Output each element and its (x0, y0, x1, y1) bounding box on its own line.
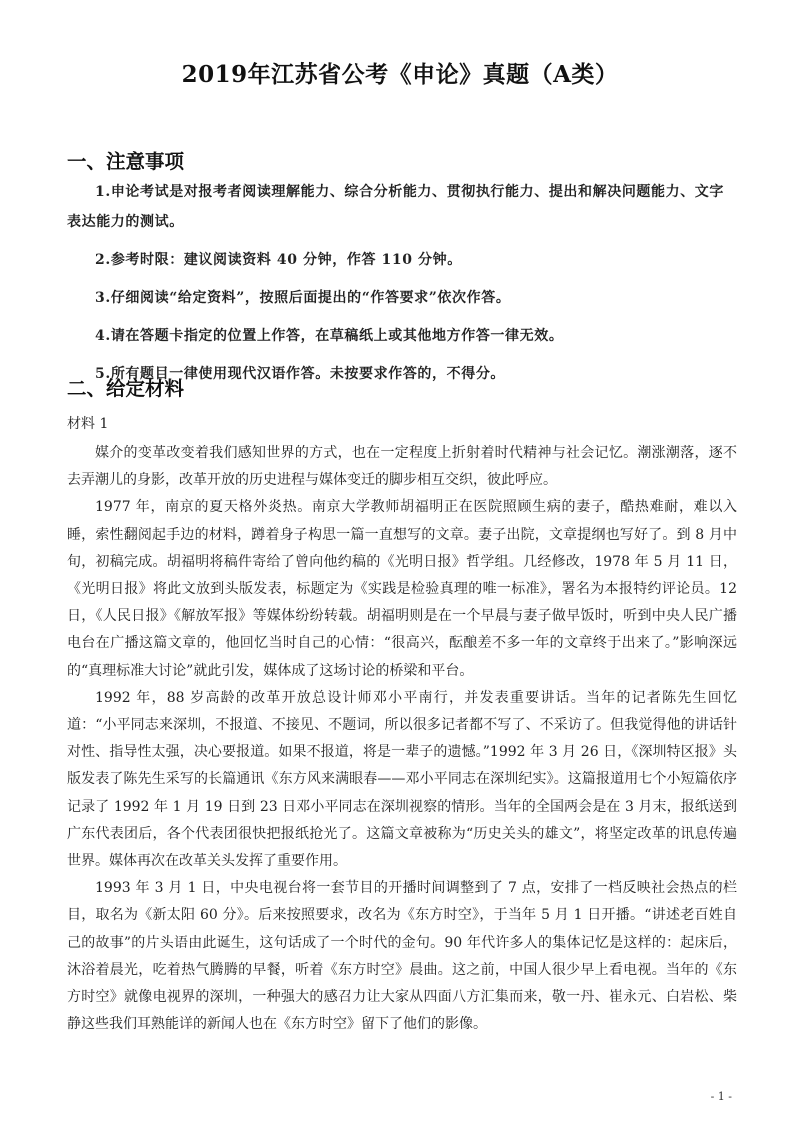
material-paragraph: 媒介的变革改变着我们感知世界的方式，也在一定程度上折射着时代精神与社会记忆。潮涨潮落，逐不去弄潮儿的身影，改革开放的历史进程与媒体变迁的脚步相互交织，彼此呼应。 (67, 445, 737, 489)
material-paragraph: 1993 年 3 月 1 日，中央电视台将一套节目的开播时间调整到了 7 点，安排了一档反映社会热点的栏目，取名为《新太阳 60 分》。后来按照要求，改名为《东方时空》，于当年 5 月 1 日开播。“讲述老百姓自己的故事”的片头语由此诞生，这句话成了一个时代的金句。90 年代许多人的集体记忆是这样的：起床后，沐浴着晨光，吃着热气腾腾的早餐，听着《东方时空》晨曲。这之前，中国人很少早上看电视。当年的《东方时空》就像电视界的深圳，一种强大的感召力让大家从四面八方汇集而来，敬一丹、崔永元、白岩松、柴静这些我们耳熟能详的新闻人也在《东方时空》留下了他们的影像。 (67, 880, 737, 1033)
document-title: 2019年江苏省公考《申论》真题（A类） (181, 61, 619, 88)
notice-item: 1.申论考试是对报考者阅读理解能力、综合分析能力、贯彻执行能力、提出和解决问题能力、文字表达能力的测试。 (67, 184, 725, 230)
material-paragraph: 1977 年，南京的夏天格外炎热。南京大学教师胡福明正在医院照顾生病的妻子，酷热难耐，难以入睡，索性翻阅起手边的材料，蹲着身子构思一篇一直想写的文章。妻子出院，文章提纲也写好了。到 8 月中旬，初稿完成。胡福明将稿件寄给了曾向他约稿的《光明日报》哲学组。几经修改，1978 年 5 月 11 日，《光明日报》将此文放到头版发表，标题定为《实践是检验真理的唯一标准》，署名为本报特约评论员。12 日，《人民日报》《解放军报》等媒体纷纷转载。胡福明则是在一个早晨与妻子做早饭时，听到中央人民广播电台在广播这篇文章的，他回忆当时自己的心情：“很高兴，酝酿差不多一年的文章终于出来了。”影响深远的“真理标准大讨论”就此引发，媒体成了这场讨论的桥梁和平台。 (67, 499, 737, 679)
notice-list (67, 177, 737, 397)
material-label: 材料 1 (67, 416, 109, 432)
notice-item: 5.所有题目一律使用现代汉语作答。未按要求作答的，不得分。 (95, 366, 506, 382)
material-paragraph: 1992 年，88 岁高龄的改革开放总设计师邓小平南行，并发表重要讲话。当年的记者陈先生回忆道：“小平同志来深圳，不报道、不接见、不题词，所以很多记者都不写了、不采访了。但我觉得他的讲话针对性、指导性太强，决心要报道。如果不报道，将是一辈子的遗憾。”1992 年 3 月 26 日，《深圳特区报》头版发表了陈先生采写的长篇通讯《东方风来满眼春——邓小平同志在深圳纪实》。这篇报道用七个小短篇依序记录了 1992 年 1 月 19 日到 23 日邓小平同志在深圳视察的情形。当年的全国两会是在 3 月末，报纸送到广东代表团后，各个代表团很快把报纸抢光了。这篇文章被称为“历史关头的雄文”，将坚定改革的讯息传遍世界。媒体再次在改革关头发挥了重要作用。 (67, 689, 737, 870)
notice-item: 4.请在答题卡指定的位置上作答，在草稿纸上或其他地方作答一律无效。 (95, 328, 564, 344)
notice-item: 3.仔细阅读“给定资料”，按照后面提出的“作答要求”依次作答。 (95, 290, 511, 306)
section-heading-materials: 二、给定材料 (67, 377, 185, 400)
section-heading-notice: 一、注意事项 (67, 150, 185, 173)
page-number: - 1 - (710, 1090, 732, 1103)
notice-item: 2.参考时限：建议阅读资料 40 分钟，作答 110 分钟。 (95, 252, 462, 268)
material-body (67, 440, 737, 1038)
